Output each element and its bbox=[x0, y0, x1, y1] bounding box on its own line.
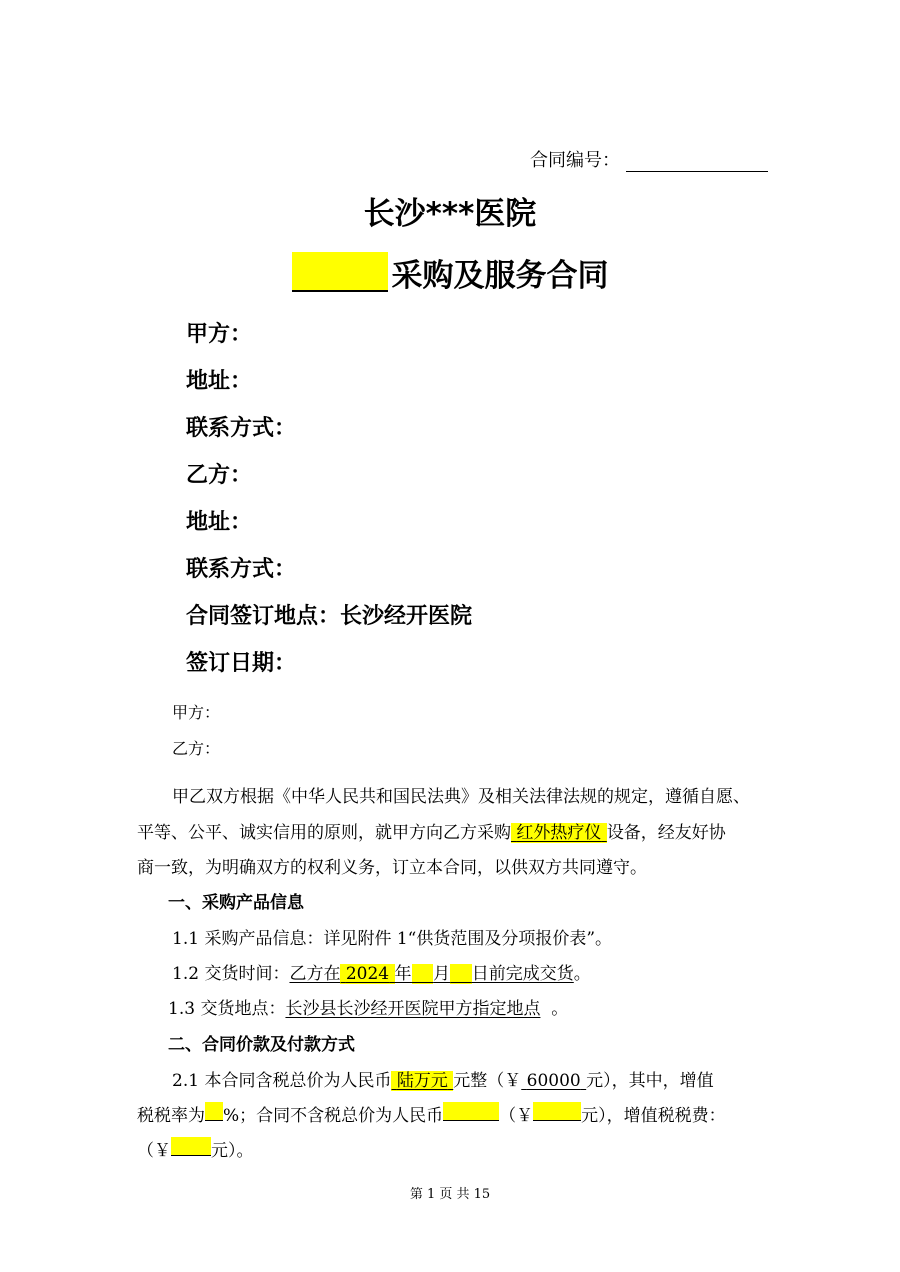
price-number[interactable]: 60000 bbox=[526, 1071, 581, 1091]
item-1-3 bbox=[168, 994, 568, 1019]
product-name: 红外热疗仪 bbox=[511, 823, 607, 843]
party-b-short: 乙方： bbox=[172, 739, 221, 758]
sign-place: 合同签订地点：长沙经开医院 bbox=[186, 604, 473, 629]
item-1-3-label: 1.3 交货地点： bbox=[168, 999, 286, 1019]
intro-line-2-text: 平等、公平、诚实信用的原则，就甲方向乙方采购 bbox=[137, 823, 511, 843]
contract-number bbox=[530, 146, 768, 172]
sign-date-label: 签订日期： bbox=[186, 651, 297, 676]
delivery-month-blank[interactable] bbox=[412, 964, 434, 984]
intro-line-1: 甲乙双方根据《中华人民共和国民法典》及相关法律法规的规定，遵循自愿、 bbox=[172, 787, 750, 807]
page-number: 第 1 页 共 15 bbox=[409, 1187, 491, 1202]
item-2-1-line-2 bbox=[137, 1101, 726, 1126]
contract-number-blank[interactable] bbox=[626, 153, 768, 172]
price-words[interactable]: 陆万元 bbox=[391, 1071, 453, 1091]
intro-line-3: 商一致，为明确双方的权利义务，订立本合同，以供双方共同遵守。 bbox=[137, 858, 647, 878]
item-2-1-line-1 bbox=[172, 1066, 714, 1091]
contact-a-label: 联系方式： bbox=[186, 416, 297, 441]
item-1-3-end: 。 bbox=[551, 999, 569, 1019]
tax-rate-blank[interactable] bbox=[205, 1102, 223, 1121]
contract-number-label: 合同编号： bbox=[530, 150, 620, 171]
item-2-1-yuan: 元整（￥ bbox=[453, 1071, 522, 1091]
contact-b-label: 联系方式： bbox=[186, 557, 297, 582]
vat-fee-open: （￥ bbox=[137, 1141, 171, 1161]
section-1-title: 一、采购产品信息 bbox=[168, 893, 304, 913]
item-2-1-line-3 bbox=[137, 1136, 254, 1161]
intro-line-2 bbox=[137, 818, 726, 843]
address-a-label: 地址： bbox=[186, 369, 253, 394]
item-1-2 bbox=[172, 959, 591, 984]
item-2-1-text: 2.1 本合同含税总价为人民币 bbox=[172, 1071, 392, 1091]
delivery-time: 乙方在 2024 年 月 日前完成交货 bbox=[289, 964, 574, 984]
party-a-short: 甲方： bbox=[172, 703, 221, 722]
contract-title-text: 采购及服务合同 bbox=[391, 258, 609, 294]
tax-rate-label: 税税率为 bbox=[137, 1106, 205, 1126]
vat-fee-blank[interactable] bbox=[171, 1137, 211, 1156]
pretax-price-number-blank[interactable] bbox=[533, 1102, 581, 1121]
vat-fee-label: 元），增值税税费： bbox=[581, 1106, 726, 1126]
hospital-title: 长沙***医院 bbox=[363, 196, 537, 232]
item-2-1-tail: 元），其中，增值 bbox=[586, 1071, 714, 1091]
item-1-2-label: 1.2 交货时间： bbox=[172, 964, 290, 984]
section-2-title: 二、合同价款及付款方式 bbox=[168, 1035, 355, 1055]
delivery-place: 长沙县长沙经开医院甲方指定地点 bbox=[285, 999, 541, 1019]
delivery-year[interactable]: 2024 bbox=[340, 964, 394, 984]
pretax-price-label: %；合同不含税总价为人民币 bbox=[223, 1106, 444, 1126]
party-b-label: 乙方： bbox=[186, 463, 253, 488]
contract-type-blank[interactable] bbox=[292, 252, 388, 292]
delivery-day-blank[interactable] bbox=[450, 964, 472, 984]
vat-fee-close: 元）。 bbox=[211, 1141, 254, 1161]
intro-line-2-tail: 设备，经友好协 bbox=[606, 823, 726, 843]
party-a-label: 甲方： bbox=[186, 322, 253, 347]
pretax-price-open: （￥ bbox=[499, 1106, 534, 1126]
item-1-1: 1.1 采购产品信息：详见附件 1“供货范围及分项报价表”。 bbox=[172, 929, 613, 949]
item-1-2-end: 。 bbox=[573, 964, 591, 984]
pretax-price-words-blank[interactable] bbox=[443, 1102, 499, 1121]
contract-title bbox=[0, 250, 900, 295]
address-b-label: 地址： bbox=[186, 510, 253, 535]
